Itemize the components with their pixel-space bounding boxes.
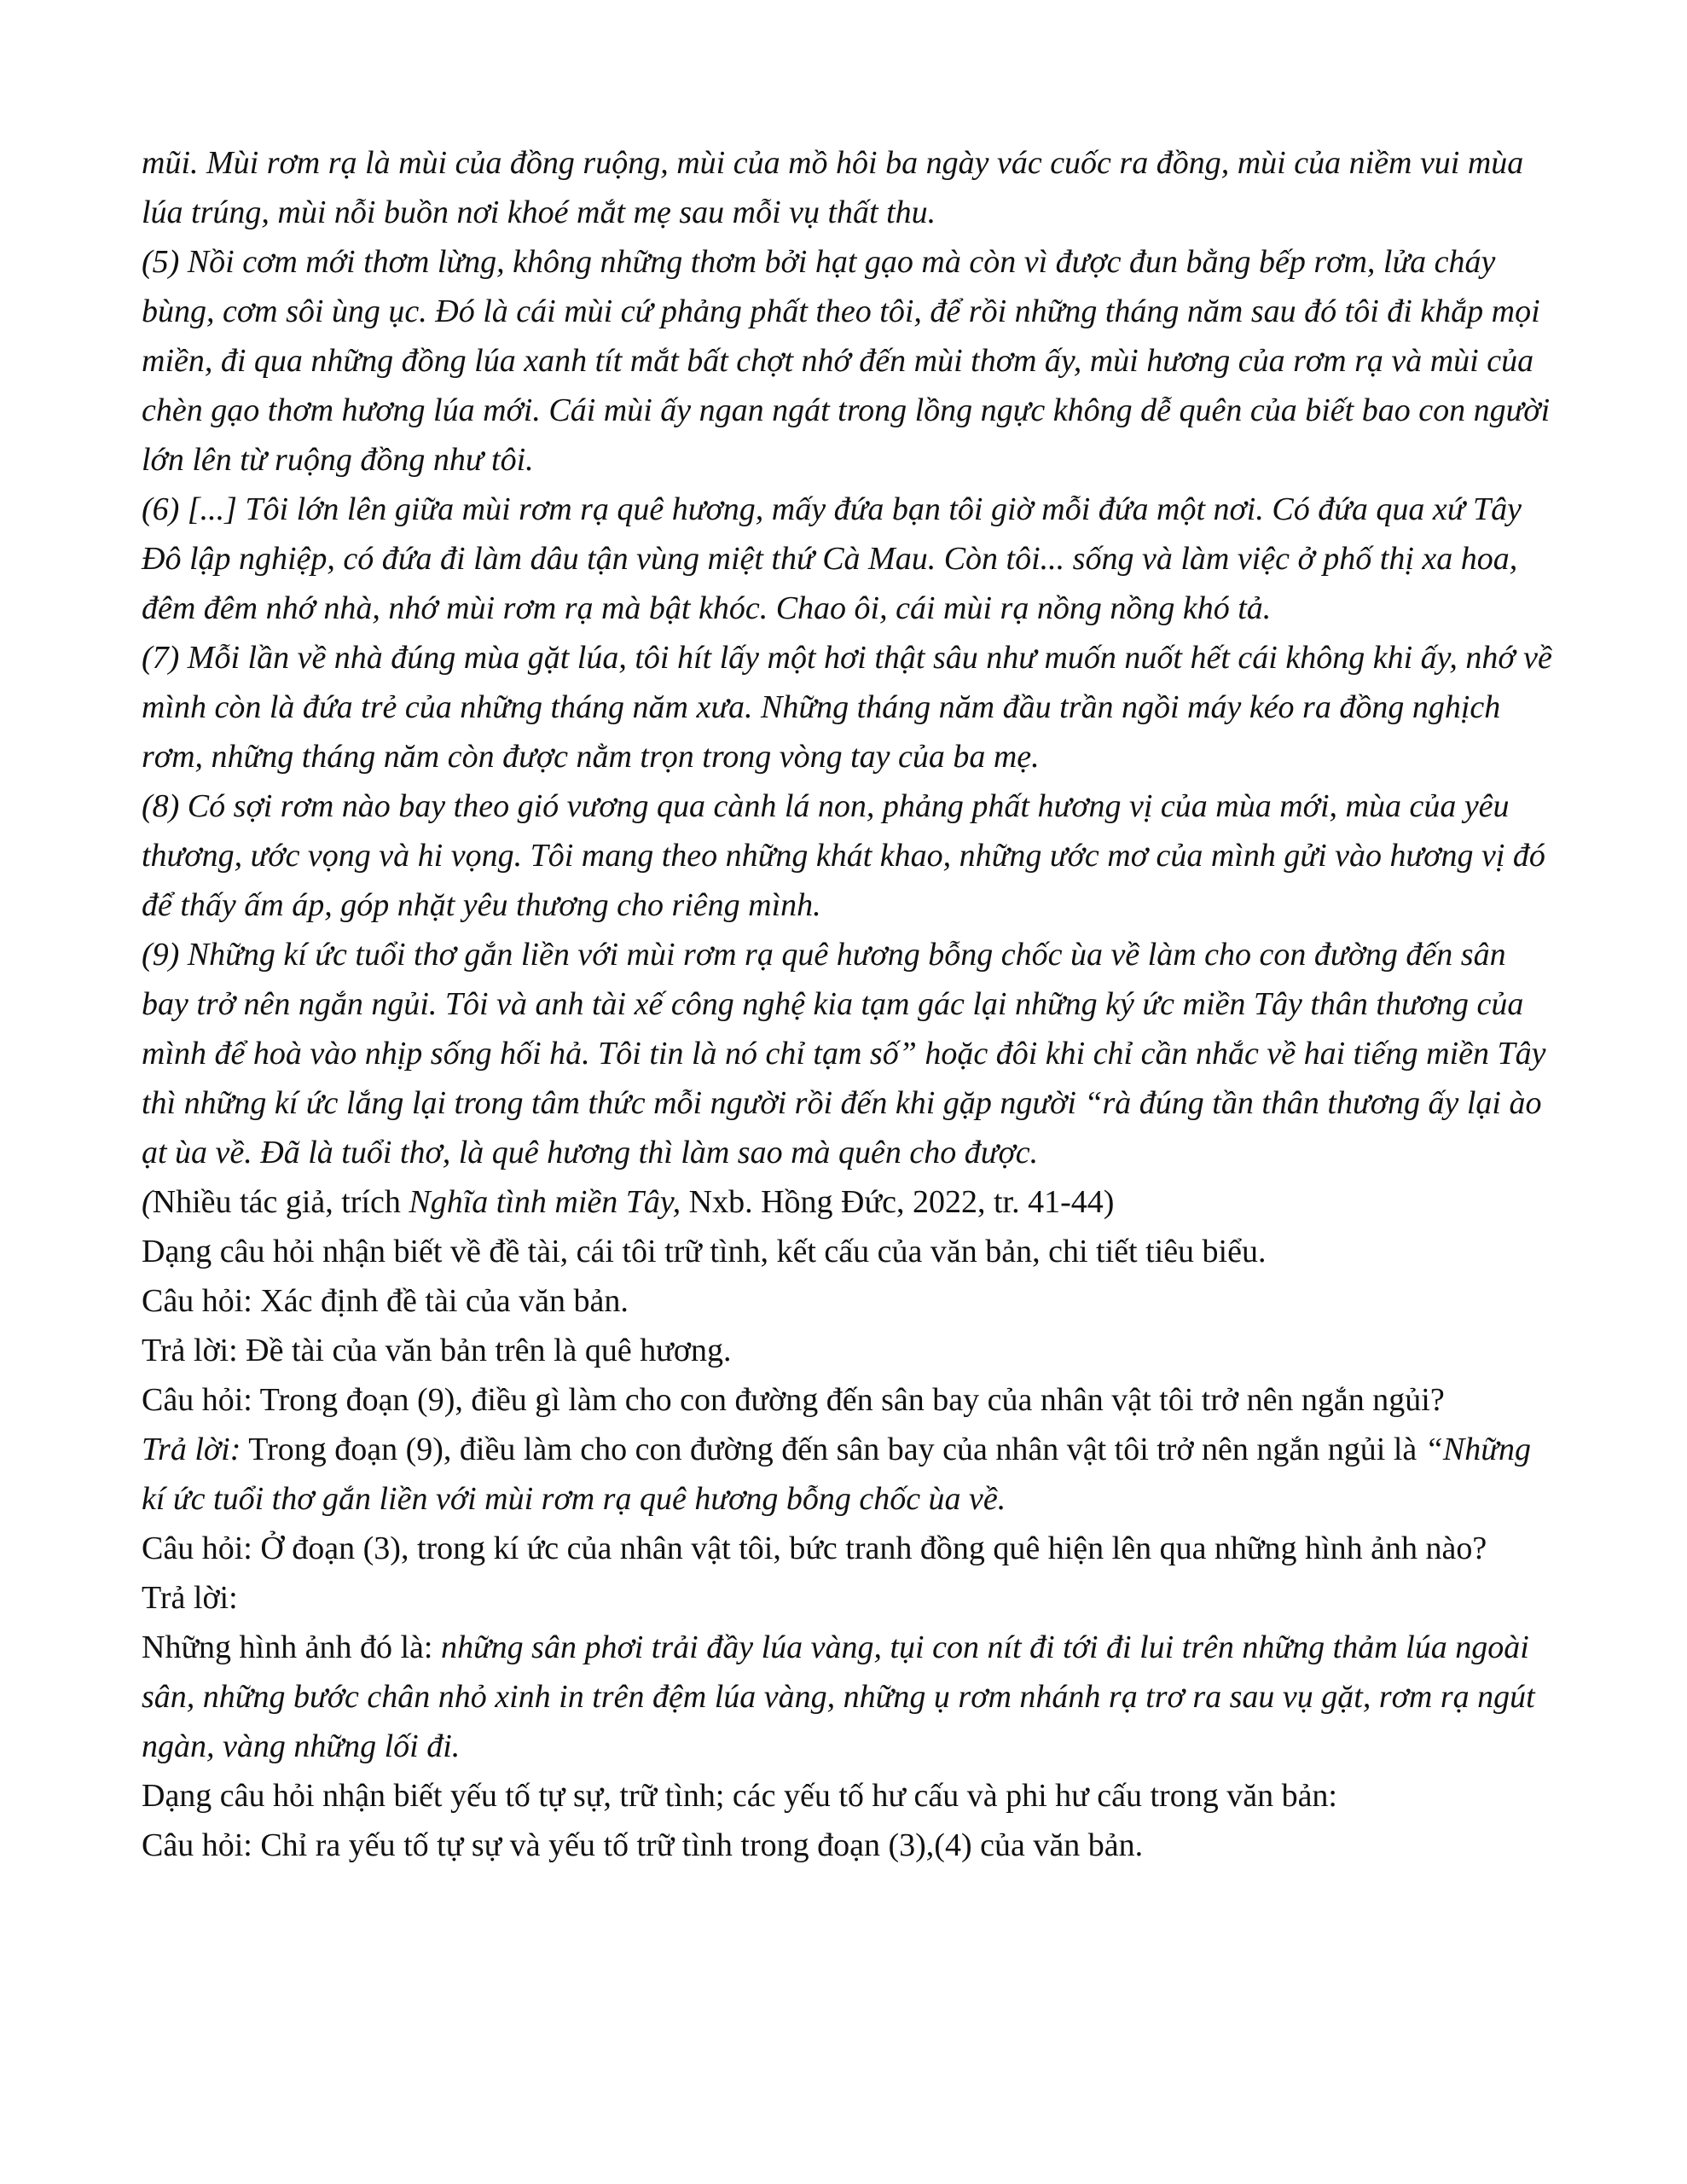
source-authors: Nhiều tác giả, trích: [152, 1184, 409, 1220]
passage-paragraph-8: (8) Có sợi rơm nào bay theo gió vương qua cành lá non, phảng phất hương vị của mùa mới, mùa của yêu thương, ước vọng và hi vọng. Tôi mang theo những khát khao, những ước mơ của mình gửi vào hương vị đó để thấy ấm áp, góp nhặt yêu thương cho riêng mình.: [142, 788, 1545, 923]
question-4: Câu hỏi: Chỉ ra yếu tố tự sự và yếu tố trữ tình trong đoạn (3),(4) của văn bản.: [142, 1827, 1144, 1863]
passage-paragraph-5: (5) Nồi cơm mới thơm lừng, không những thơm bởi hạt gạo mà còn vì được đun bằng bếp rơm, lửa cháy bùng, cơm sôi ùng ục. Đó là cái mùi cứ phảng phất theo tôi, để rồi những tháng năm sau đó tôi đi khắp mọi miền, đi qua những đồng lúa xanh tít mắt bất chợt nhớ đến mùi thơm ấy, mùi hương của rơm rạ và mùi của chèn gạo thơm hương lúa mới. Cái mùi ấy ngan ngát trong lồng ngực không dễ quên của biết bao con người lớn lên từ ruộng đồng như tôi.: [142, 244, 1551, 478]
source-open-paren: (: [142, 1184, 153, 1220]
source-book-title: Nghĩa tình miền Tây,: [409, 1184, 681, 1220]
question-type-2-heading: Dạng câu hỏi nhận biết yếu tố tự sự, trữ tình; các yếu tố hư cấu và phi hư cấu trong văn bản:: [142, 1778, 1337, 1814]
passage-paragraph-7: (7) Mỗi lần về nhà đúng mùa gặt lúa, tôi hít lấy một hơi thật sâu như muốn nuốt hết cái không khi ấy, nhớ về mình còn là đứa trẻ của những tháng năm xưa. Những tháng năm đầu trần ngồi máy kéo ra đồng nghịch rơm, những tháng năm còn được nằm trọn trong vòng tay của ba mẹ.: [142, 640, 1552, 775]
document-page: [142, 138, 1557, 1870]
question-2: Câu hỏi: Trong đoạn (9), điều gì làm cho con đường đến sân bay của nhân vật tôi trở nên ngắn ngủi?: [142, 1382, 1445, 1418]
answer-2-quote: “Những kí ức tuổi thơ gắn liền với mùi rơm rạ quê hương bỗng chốc ùa về.: [142, 1432, 1531, 1517]
answer-3-label: Trả lời:: [142, 1580, 238, 1616]
passage-paragraph-9: (9) Những kí ức tuổi thơ gắn liền với mùi rơm rạ quê hương bỗng chốc ùa về làm cho con đường đến sân bay trở nên ngắn ngủi. Tôi và anh tài xế công nghệ kia tạm gác lại những ký ức miền Tây thân thương của mình để hoà vào nhịp sống hối hả. Tôi tin là nó chỉ tạm số” hoặc đôi khi chỉ cần nhắc về hai tiếng miền Tây thì những kí ức lắng lại trong tâm thức mỗi người rồi đến khi gặp người “rà đúng tần thân thương ấy lại ào ạt ùa về. Đã là tuổi thơ, là quê hương thì làm sao mà quên cho được.: [142, 937, 1546, 1170]
question-1: Câu hỏi: Xác định đề tài của văn bản.: [142, 1283, 629, 1319]
source-publisher: Nxb. Hồng Đức, 2022, tr. 41-44): [681, 1184, 1115, 1220]
passage-paragraph-6: (6) [...] Tôi lớn lên giữa mùi rơm rạ quê hương, mấy đứa bạn tôi giờ mỗi đứa một nơi. Có đứa qua xứ Tây Đô lập nghiệp, có đứa đi làm dâu tận vùng miệt thứ Cà Mau. Còn tôi... sống và làm việc ở phố thị xa hoa, đêm đêm nhớ nhà, nhớ mùi rơm rạ mà bật khóc. Chao ôi, cái mùi rạ nồng nồng khó tả.: [142, 491, 1522, 626]
answer-2-text: Trong đoạn (9), điều làm cho con đường đến sân bay của nhân vật tôi trở nên ngắn ngủi là: [241, 1432, 1425, 1467]
answer-1: Trả lời: Đề tài của văn bản trên là quê hương.: [142, 1333, 732, 1368]
question-3: Câu hỏi: Ở đoạn (3), trong kí ức của nhân vật tôi, bức tranh đồng quê hiện lên qua những hình ảnh nào?: [142, 1531, 1487, 1566]
answer-2: [142, 1425, 1557, 1524]
answer-2-label: Trả lời:: [142, 1432, 241, 1467]
answer-3-images: những sân phơi trải đầy lúa vàng, tụi con nít đi tới đi lui trên những thảm lúa ngoài sân, những bước chân nhỏ xinh in trên đệm lúa vàng, những ụ rơm nhánh rạ trơ ra sau vụ gặt, rơm rạ ngút ngàn, vàng những lối đi.: [142, 1629, 1535, 1764]
answer-3: [142, 1623, 1557, 1771]
answer-3-lead: Những hình ảnh đó là:: [142, 1629, 441, 1665]
passage-paragraph-4-end: mũi. Mùi rơm rạ là mùi của đồng ruộng, mùi của mồ hôi ba ngày vác cuốc ra đồng, mùi của niềm vui mùa lúa trúng, mùi nỗi buồn nơi khoé mắt mẹ sau mỗi vụ thất thu.: [142, 145, 1524, 230]
source-citation: [142, 1177, 1557, 1227]
question-type-1-heading: Dạng câu hỏi nhận biết về đề tài, cái tôi trữ tình, kết cấu của văn bản, chi tiết tiêu biểu.: [142, 1234, 1267, 1269]
